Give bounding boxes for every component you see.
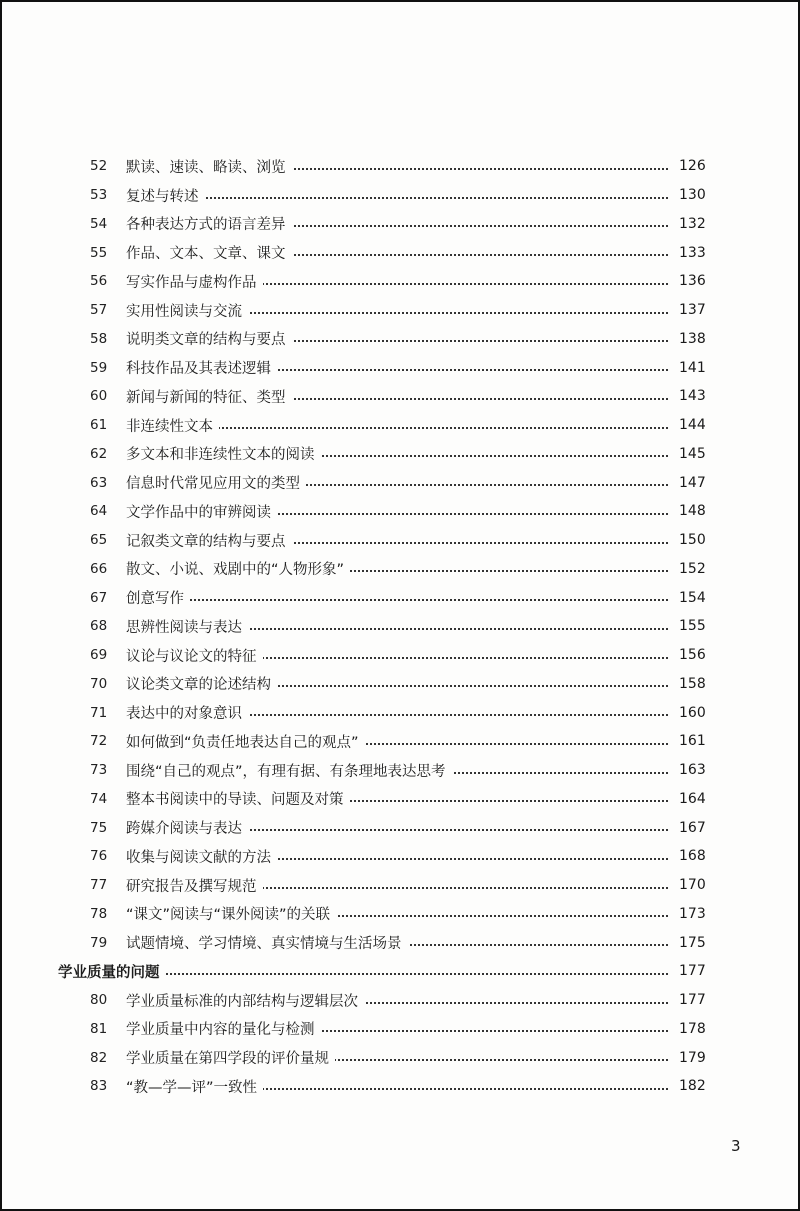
entry-page-number: 155 <box>679 618 709 634</box>
entry-title: 如何做到“负责任地表达自己的观点” <box>126 731 365 752</box>
entry-number: 68 <box>90 618 108 635</box>
toc-entry <box>2 382 798 411</box>
entry-number: 80 <box>90 992 108 1009</box>
entry-page-number: 167 <box>679 820 709 836</box>
toc-section-heading <box>2 957 798 986</box>
entry-number: 75 <box>90 819 108 836</box>
toc-entry <box>2 152 798 181</box>
entry-number: 65 <box>90 532 108 549</box>
entry-number: 64 <box>90 503 108 520</box>
entry-title: 各种表达方式的语言差异 <box>126 213 292 234</box>
toc-entry <box>2 411 798 440</box>
entry-title: 多文本和非连续性文本的阅读 <box>126 443 321 464</box>
entry-page-number: 148 <box>679 503 709 519</box>
entry-title: 科技作品及其表述逻辑 <box>126 357 277 378</box>
entry-page-number: 161 <box>679 733 709 749</box>
toc-entry <box>2 670 798 699</box>
toc-entry <box>2 756 798 785</box>
entry-number: 70 <box>90 675 108 692</box>
entry-page-number: 143 <box>679 388 709 404</box>
toc-entry <box>2 727 798 756</box>
toc-entry <box>2 612 798 641</box>
toc-entry <box>2 1043 798 1072</box>
toc-entry <box>2 641 798 670</box>
entry-page-number: 138 <box>679 331 709 347</box>
entry-number: 61 <box>90 417 108 434</box>
toc-entry <box>2 928 798 957</box>
entry-number: 56 <box>90 273 108 290</box>
toc-entry <box>2 325 798 354</box>
toc-entry <box>2 468 798 497</box>
toc-entry <box>2 267 798 296</box>
entry-number: 55 <box>90 244 108 261</box>
entry-title: 记叙类文章的结构与要点 <box>126 530 292 551</box>
entry-number: 62 <box>90 445 108 462</box>
entry-page-number: 130 <box>679 187 709 203</box>
entry-number: 57 <box>90 302 108 319</box>
entry-number: 67 <box>90 589 108 606</box>
table-of-contents <box>2 152 798 1101</box>
entry-number: 52 <box>90 158 108 175</box>
entry-title: 散文、小说、戏剧中的“人物形象” <box>126 558 350 579</box>
entry-title: 新闻与新闻的特征、类型 <box>126 386 292 407</box>
entry-title: 写实作品与虚构作品 <box>126 271 263 292</box>
entry-title: 研究报告及撰写规范 <box>126 875 263 896</box>
entry-title: 作品、文本、文章、课文 <box>126 242 292 263</box>
entry-title: “教—学—评”一致性 <box>126 1076 263 1097</box>
toc-entry <box>2 813 798 842</box>
entry-page-number: 132 <box>679 216 709 232</box>
toc-entry <box>2 526 798 555</box>
entry-title: 议论与议论文的特征 <box>126 645 263 666</box>
entry-number: 69 <box>90 647 108 664</box>
entry-title: 表达中的对象意识 <box>126 702 248 723</box>
dot-leader <box>126 599 668 601</box>
toc-entry <box>2 210 798 239</box>
entry-page-number: 156 <box>679 647 709 663</box>
entry-number: 81 <box>90 1020 108 1037</box>
toc-entry <box>2 842 798 871</box>
entry-page-number: 137 <box>679 302 709 318</box>
toc-entry <box>2 583 798 612</box>
entry-number: 78 <box>90 905 108 922</box>
entry-page-number: 152 <box>679 561 709 577</box>
entry-title: 文学作品中的审辨阅读 <box>126 501 277 522</box>
toc-entry <box>2 698 798 727</box>
entry-page-number: 178 <box>679 1021 709 1037</box>
entry-number: 83 <box>90 1078 108 1095</box>
toc-entry <box>2 986 798 1015</box>
entry-page-number: 177 <box>679 992 709 1008</box>
entry-page-number: 145 <box>679 446 709 462</box>
entry-title: 试题情境、学习情境、真实情境与生活场景 <box>126 932 408 953</box>
entry-page-number: 164 <box>679 791 709 807</box>
toc-entry <box>2 871 798 900</box>
entry-title: 说明类文章的结构与要点 <box>126 328 292 349</box>
entry-title: 学业质量中内容的量化与检测 <box>126 1018 321 1039</box>
section-title: 学业质量的问题 <box>58 961 166 982</box>
entry-page-number: 158 <box>679 676 709 692</box>
entry-page-number: 141 <box>679 360 709 376</box>
entry-title: 跨媒介阅读与表达 <box>126 817 248 838</box>
toc-entry <box>2 785 798 814</box>
entry-title: 实用性阅读与交流 <box>126 300 248 321</box>
entry-title: 围绕“自己的观点”，有理有据、有条理地表达思考 <box>126 760 452 781</box>
toc-entry <box>2 555 798 584</box>
entry-number: 79 <box>90 934 108 951</box>
entry-page-number: 168 <box>679 848 709 864</box>
entry-title: 信息时代常见应用文的类型 <box>126 472 306 493</box>
entry-page-number: 126 <box>679 158 709 174</box>
entry-number: 76 <box>90 848 108 865</box>
entry-page-number: 147 <box>679 475 709 491</box>
entry-page-number: 173 <box>679 906 709 922</box>
entry-number: 53 <box>90 187 108 204</box>
toc-entry <box>2 497 798 526</box>
entry-title: 整本书阅读中的导读、问题及对策 <box>126 788 350 809</box>
entry-number: 82 <box>90 1049 108 1066</box>
entry-title: 思辨性阅读与表达 <box>126 616 248 637</box>
entry-number: 58 <box>90 330 108 347</box>
entry-title: 非连续性文本 <box>126 415 219 436</box>
toc-entry <box>2 238 798 267</box>
entry-title: 议论类文章的论述结构 <box>126 673 277 694</box>
entry-number: 66 <box>90 560 108 577</box>
entry-title: 默读、速读、略读、浏览 <box>126 156 292 177</box>
toc-entry <box>2 296 798 325</box>
entry-page-number: 144 <box>679 417 709 433</box>
entry-number: 77 <box>90 877 108 894</box>
entry-page-number: 179 <box>679 1050 709 1066</box>
entry-number: 59 <box>90 359 108 376</box>
dot-leader <box>126 197 668 199</box>
toc-entry <box>2 353 798 382</box>
entry-number: 63 <box>90 474 108 491</box>
entry-title: 复述与转述 <box>126 185 205 206</box>
entry-title: 学业质量标准的内部结构与逻辑层次 <box>126 990 364 1011</box>
entry-number: 74 <box>90 790 108 807</box>
entry-page-number: 175 <box>679 935 709 951</box>
entry-page-number: 177 <box>679 963 709 979</box>
entry-title: 学业质量在第四学段的评价量规 <box>126 1047 335 1068</box>
entry-page-number: 136 <box>679 273 709 289</box>
entry-page-number: 154 <box>679 590 709 606</box>
toc-entry <box>2 440 798 469</box>
entry-title: “课文”阅读与“课外阅读”的关联 <box>126 903 336 924</box>
entry-page-number: 182 <box>679 1078 709 1094</box>
entry-number: 73 <box>90 762 108 779</box>
entry-title: 收集与阅读文献的方法 <box>126 846 277 867</box>
entry-page-number: 150 <box>679 532 709 548</box>
entry-page-number: 133 <box>679 245 709 261</box>
entry-page-number: 160 <box>679 705 709 721</box>
toc-entry <box>2 181 798 210</box>
toc-entry <box>2 1015 798 1044</box>
entry-number: 71 <box>90 704 108 721</box>
entry-page-number: 170 <box>679 877 709 893</box>
entry-number: 60 <box>90 388 108 405</box>
entry-page-number: 163 <box>679 762 709 778</box>
page-number: 3 <box>731 1137 741 1155</box>
entry-title: 创意写作 <box>126 587 190 608</box>
toc-entry <box>2 900 798 929</box>
entry-number: 72 <box>90 733 108 750</box>
entry-number: 54 <box>90 215 108 232</box>
toc-entry <box>2 1072 798 1101</box>
